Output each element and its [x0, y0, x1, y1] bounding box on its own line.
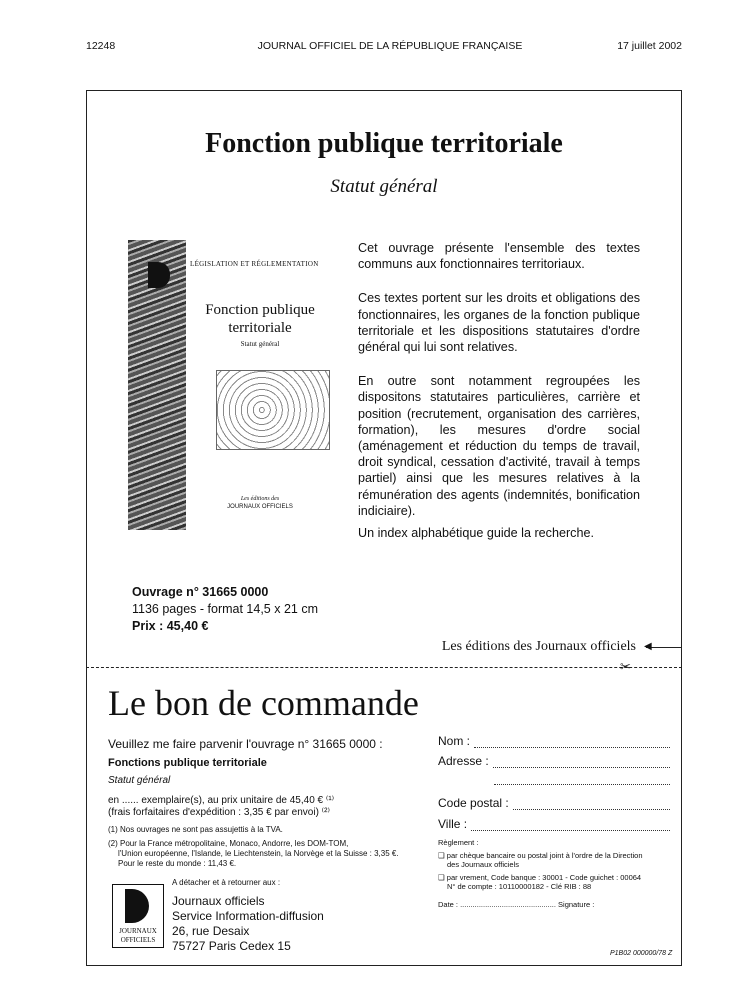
page-date: 17 juillet 2002 — [617, 40, 682, 52]
adresse-label: Adresse : — [438, 754, 489, 768]
adresse-field[interactable] — [438, 754, 670, 768]
order-form-title: Le bon de commande — [108, 683, 419, 723]
footnote-2b: l'Union européenne, l'Islande, le Liechtenstein, la Norvège et la Suisse : 3,35 €. — [118, 849, 399, 858]
page-title: Fonction publique territoriale — [205, 128, 563, 159]
description-paragraph: Un index alphabétique guide la recherche. — [358, 526, 594, 541]
logo-d-icon — [125, 889, 149, 923]
virement-option[interactable]: ❑ par vrement, Code banque : 30001 - Code guichet : 00064 — [438, 872, 642, 882]
code-postal-input-line[interactable] — [513, 799, 670, 810]
description-paragraph: Ces textes portent sur les droits et obligations des fonctionnaires, les organes de la fonction publique territoriale et les dispositions statutaires d'ordre général qui lui sont relatives. — [358, 291, 640, 355]
footnote-2a: (2) Pour la France métropolitaine, Monaco, Andorre, les DOM-TOM, — [108, 839, 349, 848]
product-info — [132, 584, 318, 635]
ville-input-line[interactable] — [471, 820, 670, 831]
cover-logo-icon — [148, 262, 170, 288]
description-paragraph: Cet ouvrage présente l'ensemble des textes communs aux fonctionnaires territoriaux. — [358, 241, 640, 272]
footnote-2c: Pour le reste du monde : 11,43 €. — [118, 859, 237, 868]
ville-label: Ville : — [438, 817, 468, 831]
cover-series: LÉGISLATION ET RÉGLEMENTATION — [190, 260, 319, 268]
nom-label: Nom : — [438, 734, 471, 748]
arrow-left-icon: ◀ — [644, 641, 652, 652]
ville-field[interactable] — [438, 817, 670, 831]
page-subtitle: Statut général — [330, 176, 438, 197]
ouvrage-number: Ouvrage n° 31665 0000 — [132, 585, 269, 599]
address-line: 75727 Paris Cedex 15 — [172, 939, 291, 953]
nom-input-line[interactable] — [474, 737, 670, 748]
order-shipping: (frais forfaitaires d'expédition : 3,35 € par envoi) ⁽²⁾ — [108, 807, 330, 818]
detacher-label: A détacher et à retourner aux : — [172, 878, 281, 887]
order-book-title: Fonctions publique territoriale — [108, 757, 267, 769]
journal-title: JOURNAL OFFICIEL DE LA RÉPUBLIQUE FRANÇAISE — [257, 40, 523, 52]
scissors-icon: ✂ — [620, 659, 631, 674]
order-details — [108, 736, 428, 869]
footnote-1: (1) Nos ouvrages ne sont pas assujettis à la TVA. — [108, 825, 283, 834]
description-paragraph: En outre sont notamment regroupées les dispositons statutaires particulières, carrière et position (recrutement, organisation des carrières, formation), les mesures d'ordre social (aménagement et réduction du temps de travail, droit syndical, cessation d'activité, travail à temps partiel) ainsi que les mesures relatives à la rémunération des agents (indemnités, bonification indiciaire). — [358, 374, 640, 518]
page-number: 12248 — [86, 40, 116, 52]
form-code: P1B02 000000/78 Z — [610, 950, 673, 957]
cheque-option[interactable]: ❑ par chèque bancaire ou postal joint à l'ordre de la Direction — [438, 850, 643, 860]
cover-subtitle: Statut général — [240, 340, 280, 348]
cover-map-image — [216, 370, 330, 450]
address-line: Journaux officiels — [172, 894, 265, 908]
cut-line — [86, 667, 682, 668]
cheque-option-2: des Journaux officiels — [447, 860, 519, 869]
reglement-section — [438, 838, 678, 909]
code-postal-field[interactable] — [438, 796, 670, 810]
book-description — [358, 240, 640, 541]
nom-field[interactable] — [438, 734, 670, 748]
compte-info: N° de compte : 10110000182 - Clé RIB : 88 — [447, 882, 592, 891]
cover-title-2: territoriale — [228, 320, 292, 336]
logo-text-1: JOURNAUX — [119, 927, 157, 935]
cover-title-1: Fonction publique — [205, 302, 315, 318]
address-line: Service Information-diffusion — [172, 909, 324, 923]
cover-publisher-1: Les éditions des — [240, 496, 280, 502]
address-line: 26, rue Desaix — [172, 924, 250, 938]
reglement-label: Règlement : — [438, 838, 479, 847]
book-price: Prix : 45,40 € — [132, 619, 209, 633]
publisher-line: Les éditions des Journaux officiels — [441, 639, 636, 654]
adresse-input-line-2[interactable] — [494, 784, 670, 785]
date-signature[interactable]: Date : .............................................. Signature : — [438, 899, 595, 909]
order-intro: Veuillez me faire parvenir l'ouvrage n° 31665 0000 : — [108, 737, 383, 751]
book-format: 1136 pages - format 14,5 x 21 cm — [132, 602, 318, 616]
logo-text-2: OFFICIELS — [120, 936, 156, 944]
cover-publisher-2: JOURNAUX OFFICIELS — [227, 504, 293, 510]
code-postal-label: Code postal : — [438, 796, 509, 810]
return-address — [172, 894, 324, 954]
order-book-subtitle: Statut général — [108, 775, 171, 786]
adresse-input-line[interactable] — [493, 757, 670, 768]
journaux-officiels-logo — [112, 884, 164, 948]
order-quantity[interactable]: en ...... exemplaire(s), au prix unitaire de 45,40 € ⁽¹⁾ — [108, 795, 335, 806]
book-cover-image — [128, 240, 330, 530]
